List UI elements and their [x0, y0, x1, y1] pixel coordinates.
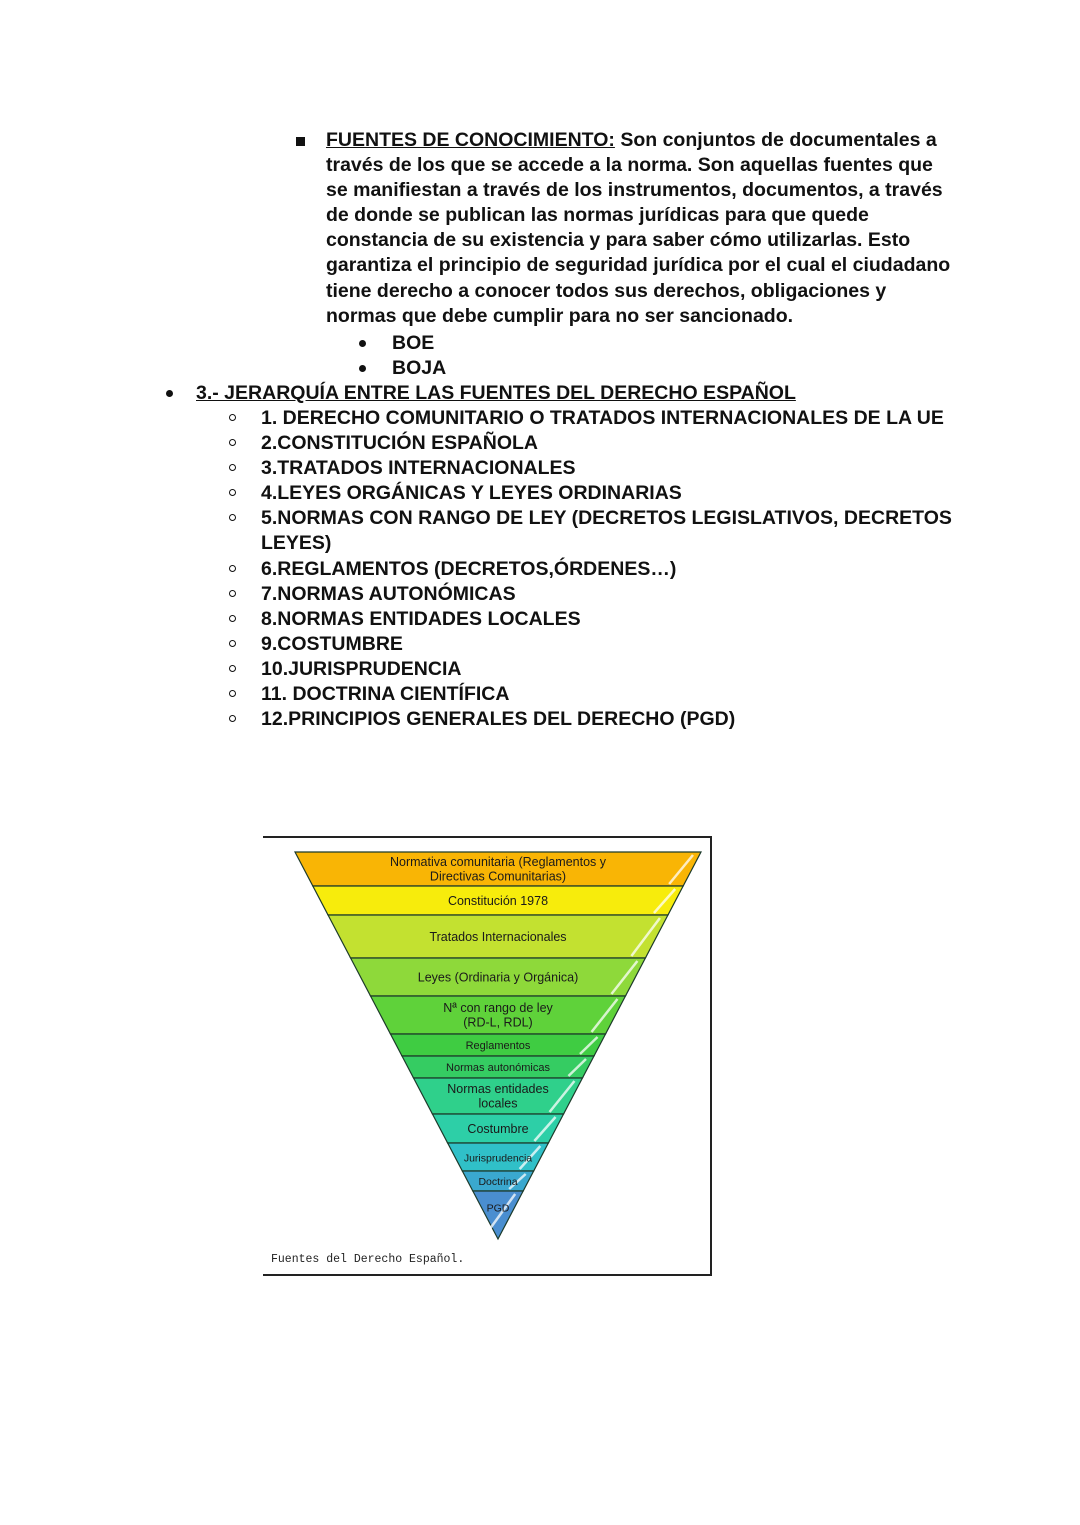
- pyramid-diagram: [263, 838, 712, 1278]
- list-item: 3.TRATADOS INTERNACIONALES: [228, 456, 968, 481]
- bullet-icon: [166, 390, 173, 397]
- hierarchy-list: [228, 406, 968, 732]
- pyramid-level-label: Directivas Comunitarias): [429, 869, 567, 884]
- pyramid-level-label: Jurisprudencia: [463, 1152, 533, 1165]
- pyramid-figure: [263, 836, 712, 1276]
- fuentes-label: FUENTES DE CONOCIMIENTO:: [326, 129, 615, 151]
- list-item: 1. DERECHO COMUNITARIO O TRATADOS INTERNACIONALES DE LA UE: [228, 406, 968, 431]
- circle-bullet-icon: [229, 590, 236, 597]
- circle-bullet-icon: [229, 690, 236, 697]
- circle-bullet-icon: [229, 514, 236, 521]
- list-item: 8.NORMAS ENTIDADES LOCALES: [228, 607, 968, 632]
- bullet-icon: [359, 340, 366, 347]
- pyramid-level-label: Costumbre: [467, 1121, 529, 1136]
- fuentes-text: Son conjuntos de documentales a través de los que se accede a la norma. Son aquellas fuentes que se manifiestan a través de los instrumentos, documentos, a través de donde se publican las normas jurídicas para que quede constancia de su existencia y para saber cómo utilizarlas. Esto garantiza el principio de seguridad jurídica por el cual el ciudadano tiene derecho a conocer todos sus derechos, obligaciones y normas que debe cumplir para no ser sancionado.: [326, 129, 951, 327]
- figure-caption: Fuentes del Derecho Español.: [271, 1253, 465, 1266]
- list-item: BOE: [357, 331, 446, 356]
- fuentes-sublist: [357, 331, 446, 381]
- pyramid-level-label: Nª con rango de ley: [443, 1001, 553, 1016]
- pyramid-level: [473, 1191, 523, 1239]
- circle-bullet-icon: [229, 439, 236, 446]
- list-item: 11. DOCTRINA CIENTÍFICA: [228, 682, 968, 707]
- circle-bullet-icon: [229, 414, 236, 421]
- circle-bullet-icon: [229, 640, 236, 647]
- pyramid-level-label: PGD: [486, 1202, 510, 1215]
- list-item: 6.REGLAMENTOS (DECRETOS,ÓRDENES…): [228, 557, 968, 582]
- pyramid-level-label: Constitución 1978: [447, 893, 549, 908]
- list-item: 7.NORMAS AUTONÓMICAS: [228, 582, 968, 607]
- circle-bullet-icon: [229, 464, 236, 471]
- list-item: BOJA: [357, 356, 446, 381]
- circle-bullet-icon: [229, 565, 236, 572]
- section-heading: 3.- JERARQUÍA ENTRE LAS FUENTES DEL DERECHO ESPAÑOL: [196, 382, 796, 404]
- list-item: 9.COSTUMBRE: [228, 632, 968, 657]
- circle-bullet-icon: [229, 489, 236, 496]
- circle-bullet-icon: [229, 665, 236, 672]
- list-item: 2.CONSTITUCIÓN ESPAÑOLA: [228, 431, 968, 456]
- circle-bullet-icon: [229, 615, 236, 622]
- list-item: 4.LEYES ORGÁNICAS Y LEYES ORDINARIAS: [228, 481, 968, 506]
- list-item: 5.NORMAS CON RANGO DE LEY (DECRETOS LEGISLATIVOS, DECRETOS LEYES): [228, 506, 968, 556]
- list-item: 12.PRINCIPIOS GENERALES DEL DERECHO (PGD): [228, 707, 968, 732]
- pyramid-level-label: Normas entidades: [447, 1082, 549, 1097]
- list-item: 10.JURISPRUDENCIA: [228, 657, 968, 682]
- bullet-icon: [359, 365, 366, 372]
- pyramid-level-label: locales: [478, 1096, 518, 1111]
- pyramid-level-label: (RD-L, RDL): [463, 1015, 533, 1030]
- fuentes-conocimiento-paragraph: [326, 128, 956, 329]
- pyramid-level-label: Normas autonómicas: [446, 1061, 550, 1074]
- pyramid-level-label: Reglamentos: [465, 1039, 531, 1052]
- pyramid-level-label: Normativa comunitaria (Reglamentos y: [389, 855, 607, 870]
- pyramid-level-label: Tratados Internacionales: [429, 929, 567, 944]
- pyramid-level-label: Leyes (Ordinaria y Orgánica): [417, 970, 579, 985]
- circle-bullet-icon: [229, 715, 236, 722]
- square-bullet-icon: [296, 137, 305, 146]
- pyramid-level-label: Doctrina: [478, 1175, 518, 1188]
